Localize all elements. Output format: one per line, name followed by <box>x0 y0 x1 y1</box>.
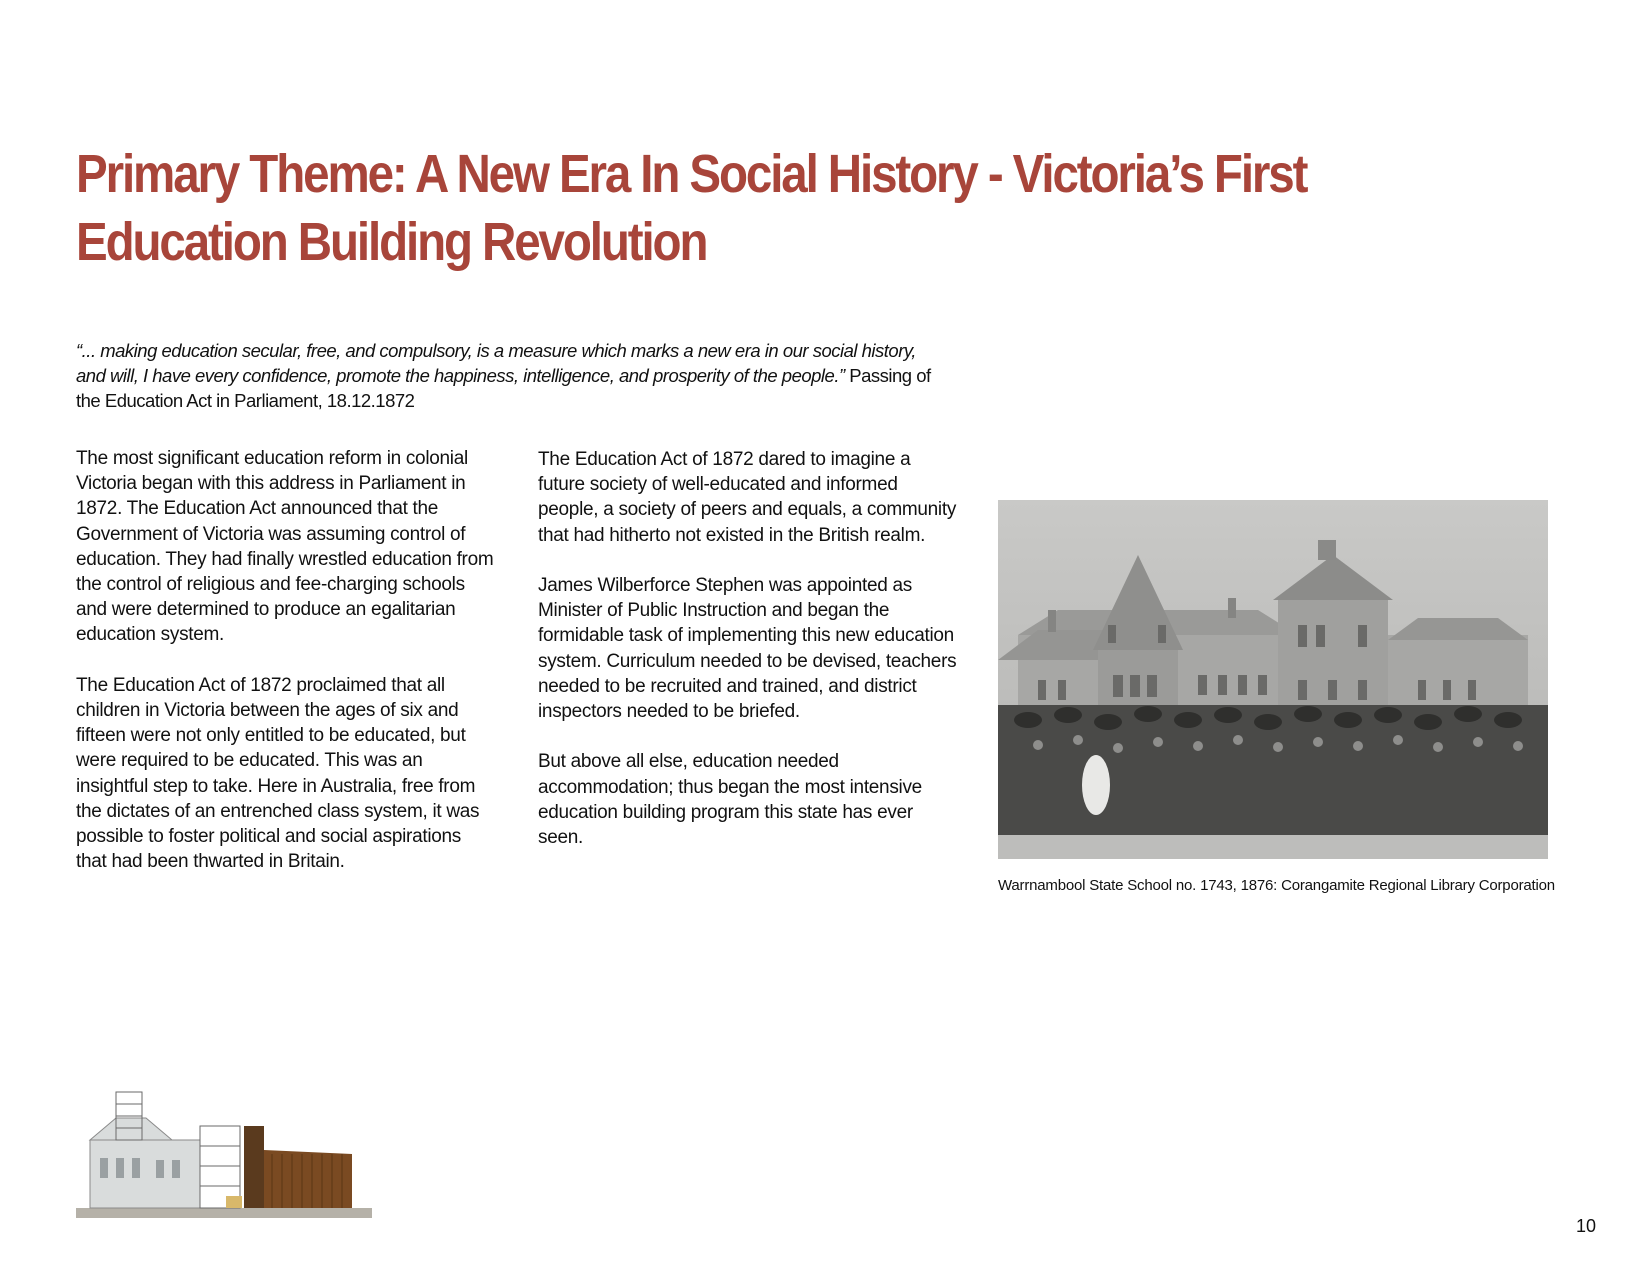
paragraph: The Education Act of 1872 proclaimed that all children in Victoria between the ages of six and fifteen were not only entitled to be educated, but were required to be educated. This was an insightful step to take. Here in Australia, free from the dictates of an entrenched class system, it was possible to foster political and social aspirations that had been thwarted in Britain. <box>76 674 480 873</box>
text-column-left <box>76 446 496 900</box>
school-photo <box>998 500 1548 859</box>
page-title: Primary Theme: A New Era In Social History - Victoria’s First Education Building Revolution <box>76 144 1307 272</box>
paragraph: James Wilberforce Stephen was appointed as Minister of Public Instruction and began the formidable task of implementing this new education system. Curriculum needed to be devised, teachers needed to be recruited and trained, and district inspectors needed to be briefed. <box>538 575 957 723</box>
photo-caption: Warrnambool State School no. 1743, 1876: Corangamite Regional Library Corporation <box>998 877 1555 894</box>
paragraph: The most significant education reform in colonial Victoria began with this address in Parliament in 1872. The Education Act announced that the Government of Victoria was assuming control of education. They had finally wrestled education from the control of religious and fee-charging schools and were determined to produce an egalitarian education system. <box>76 448 494 646</box>
paragraph: But above all else, education needed accommodation; thus began the most intensive education building program this state has ever seen. <box>538 751 922 849</box>
opening-quote <box>76 338 936 413</box>
building-elevation-drawing <box>76 1090 372 1218</box>
page-number: 10 <box>1575 1216 1596 1236</box>
quote-text: “... making education secular, free, and compulsory, is a measure which marks a new era in our social history, and will, I have every confidence, promote the happiness, intelligence, and prosperity of the people.” <box>76 340 916 386</box>
quote-attribution: Passing of the Education Act in Parliament, 18.12.1872 <box>76 365 931 411</box>
text-column-middle <box>538 447 958 875</box>
paragraph: The Education Act of 1872 dared to imagine a future society of well-educated and informed people, a society of peers and equals, a community that had hitherto not existed in the British realm. <box>538 449 957 546</box>
